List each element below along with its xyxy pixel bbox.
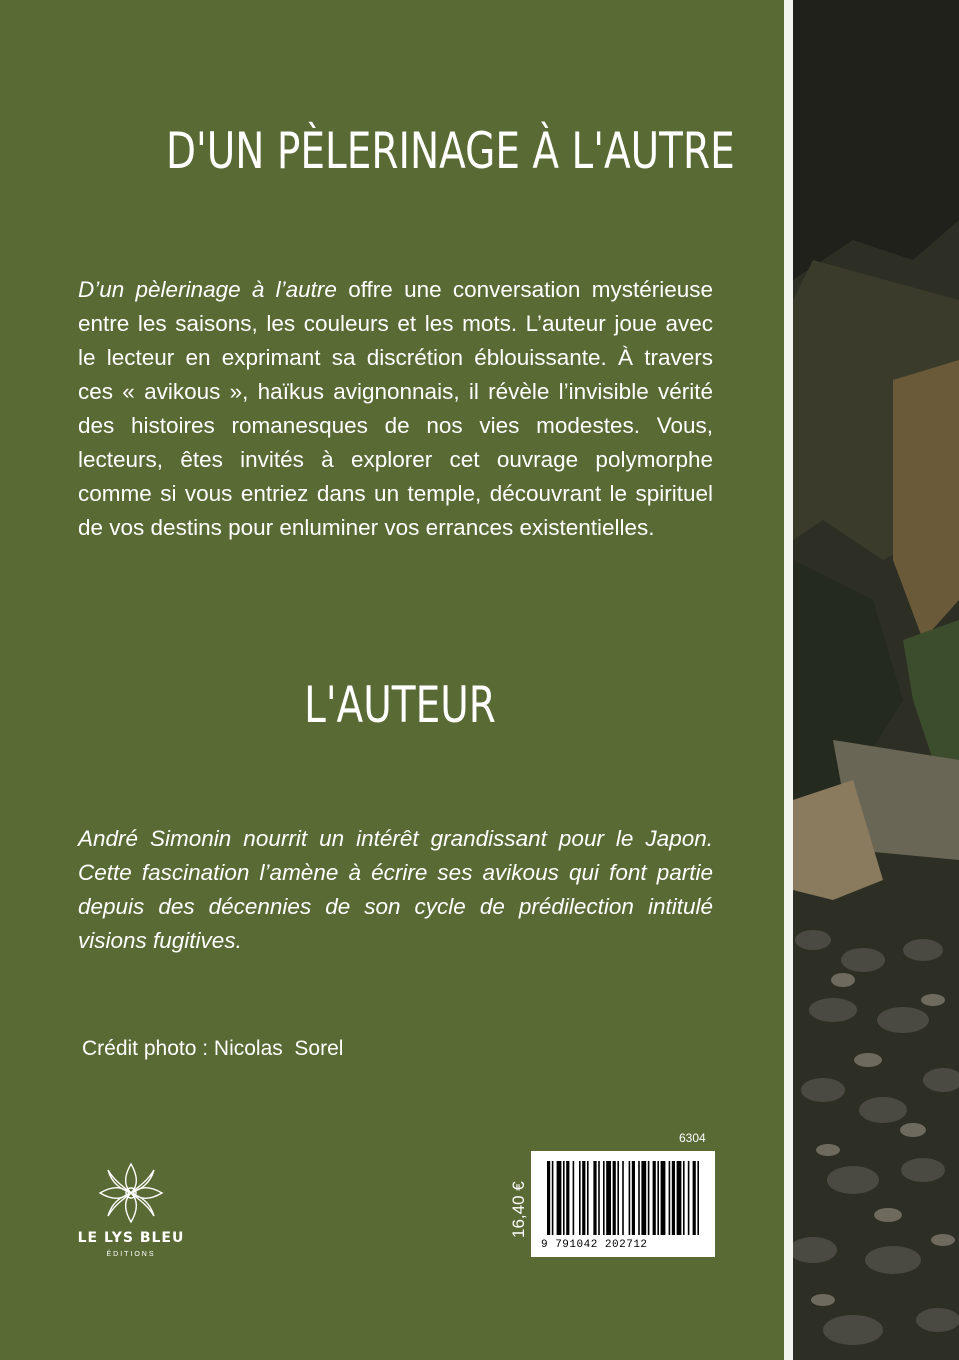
barcode-bar — [557, 1161, 562, 1235]
barcode-bar — [582, 1161, 585, 1235]
barcode-bar — [566, 1161, 569, 1235]
barcode-bar — [593, 1161, 596, 1235]
photo-credit: Crédit photo : Nicolas Sorel — [82, 1037, 344, 1060]
barcode-bar — [603, 1161, 605, 1235]
barcode-bar — [606, 1161, 611, 1235]
barcode-bar — [653, 1161, 656, 1235]
barcode-bar — [693, 1161, 696, 1235]
barcode-bar — [677, 1161, 682, 1235]
barcode-bar — [579, 1161, 581, 1235]
publisher-logo — [76, 1160, 186, 1270]
barcode-bar — [683, 1161, 685, 1235]
isbn-number: 9 791042 202712 — [541, 1239, 648, 1251]
lily-flower-icon — [96, 1160, 166, 1226]
barcode-bar — [547, 1161, 550, 1235]
barcode-bar — [648, 1161, 650, 1235]
publisher-name: LE LYS BLEU — [77, 1230, 185, 1246]
barcode-bar — [622, 1161, 624, 1235]
barcode-bar — [629, 1161, 631, 1235]
synopsis-text: offre une conversation mystérieuse entre les saisons, les couleurs et les mots. L’auteur joue avec le lecteur en exprimant sa discrétion éblouissante. À travers ces « avikous », haïkus avignonnais, il révèle l’invisible vérité des histoires romanesques de nos vies modestes. Vous, lecteurs, êtes invités à explorer cet ouvrage polymorphe comme si vous entriez dans un temple, découvrant le spirituel de vos destins pour enluminer vos errances existentielles. — [78, 277, 713, 540]
product-code: 6304 — [679, 1131, 706, 1145]
barcode-bar — [573, 1161, 575, 1235]
price-label: 16,40 € — [509, 1181, 528, 1238]
synopsis — [78, 273, 713, 545]
barcode-bar — [613, 1161, 616, 1235]
barcode-bar — [641, 1161, 646, 1235]
cover-photo-strip — [793, 0, 959, 1360]
publisher-subtitle: ÉDITIONS — [106, 1251, 156, 1258]
isbn-barcode — [531, 1151, 715, 1257]
synopsis-book-title: D’un pèlerinage à l’autre — [78, 277, 337, 302]
barcode-bar — [563, 1161, 565, 1235]
barcode-bar — [598, 1161, 600, 1235]
barcode-bar — [688, 1161, 690, 1235]
barcode-bar — [638, 1161, 640, 1235]
barcode-bar — [657, 1161, 659, 1235]
barcode-bar — [672, 1161, 675, 1235]
riverbank-photo — [793, 0, 959, 1360]
barcode-bar — [697, 1161, 699, 1235]
barcode-bar — [669, 1161, 671, 1235]
barcode-bar — [587, 1161, 589, 1235]
spine-divider — [784, 0, 793, 1360]
barcode-bar — [632, 1161, 635, 1235]
book-title: D'UN PÈLERINAGE À L'AUTRE — [166, 122, 735, 180]
barcode-bar — [552, 1161, 554, 1235]
barcode-bar — [661, 1161, 666, 1235]
author-bio: André Simonin nourrit un intérêt grandissant pour le Japon. Cette fascination l’amène à écrire ses avikous qui font partie depuis des décennies de son cycle de prédilection intitulé visions fugitives. — [78, 826, 713, 953]
barcode-bar — [617, 1161, 619, 1235]
author-heading: L'AUTEUR — [304, 676, 496, 734]
